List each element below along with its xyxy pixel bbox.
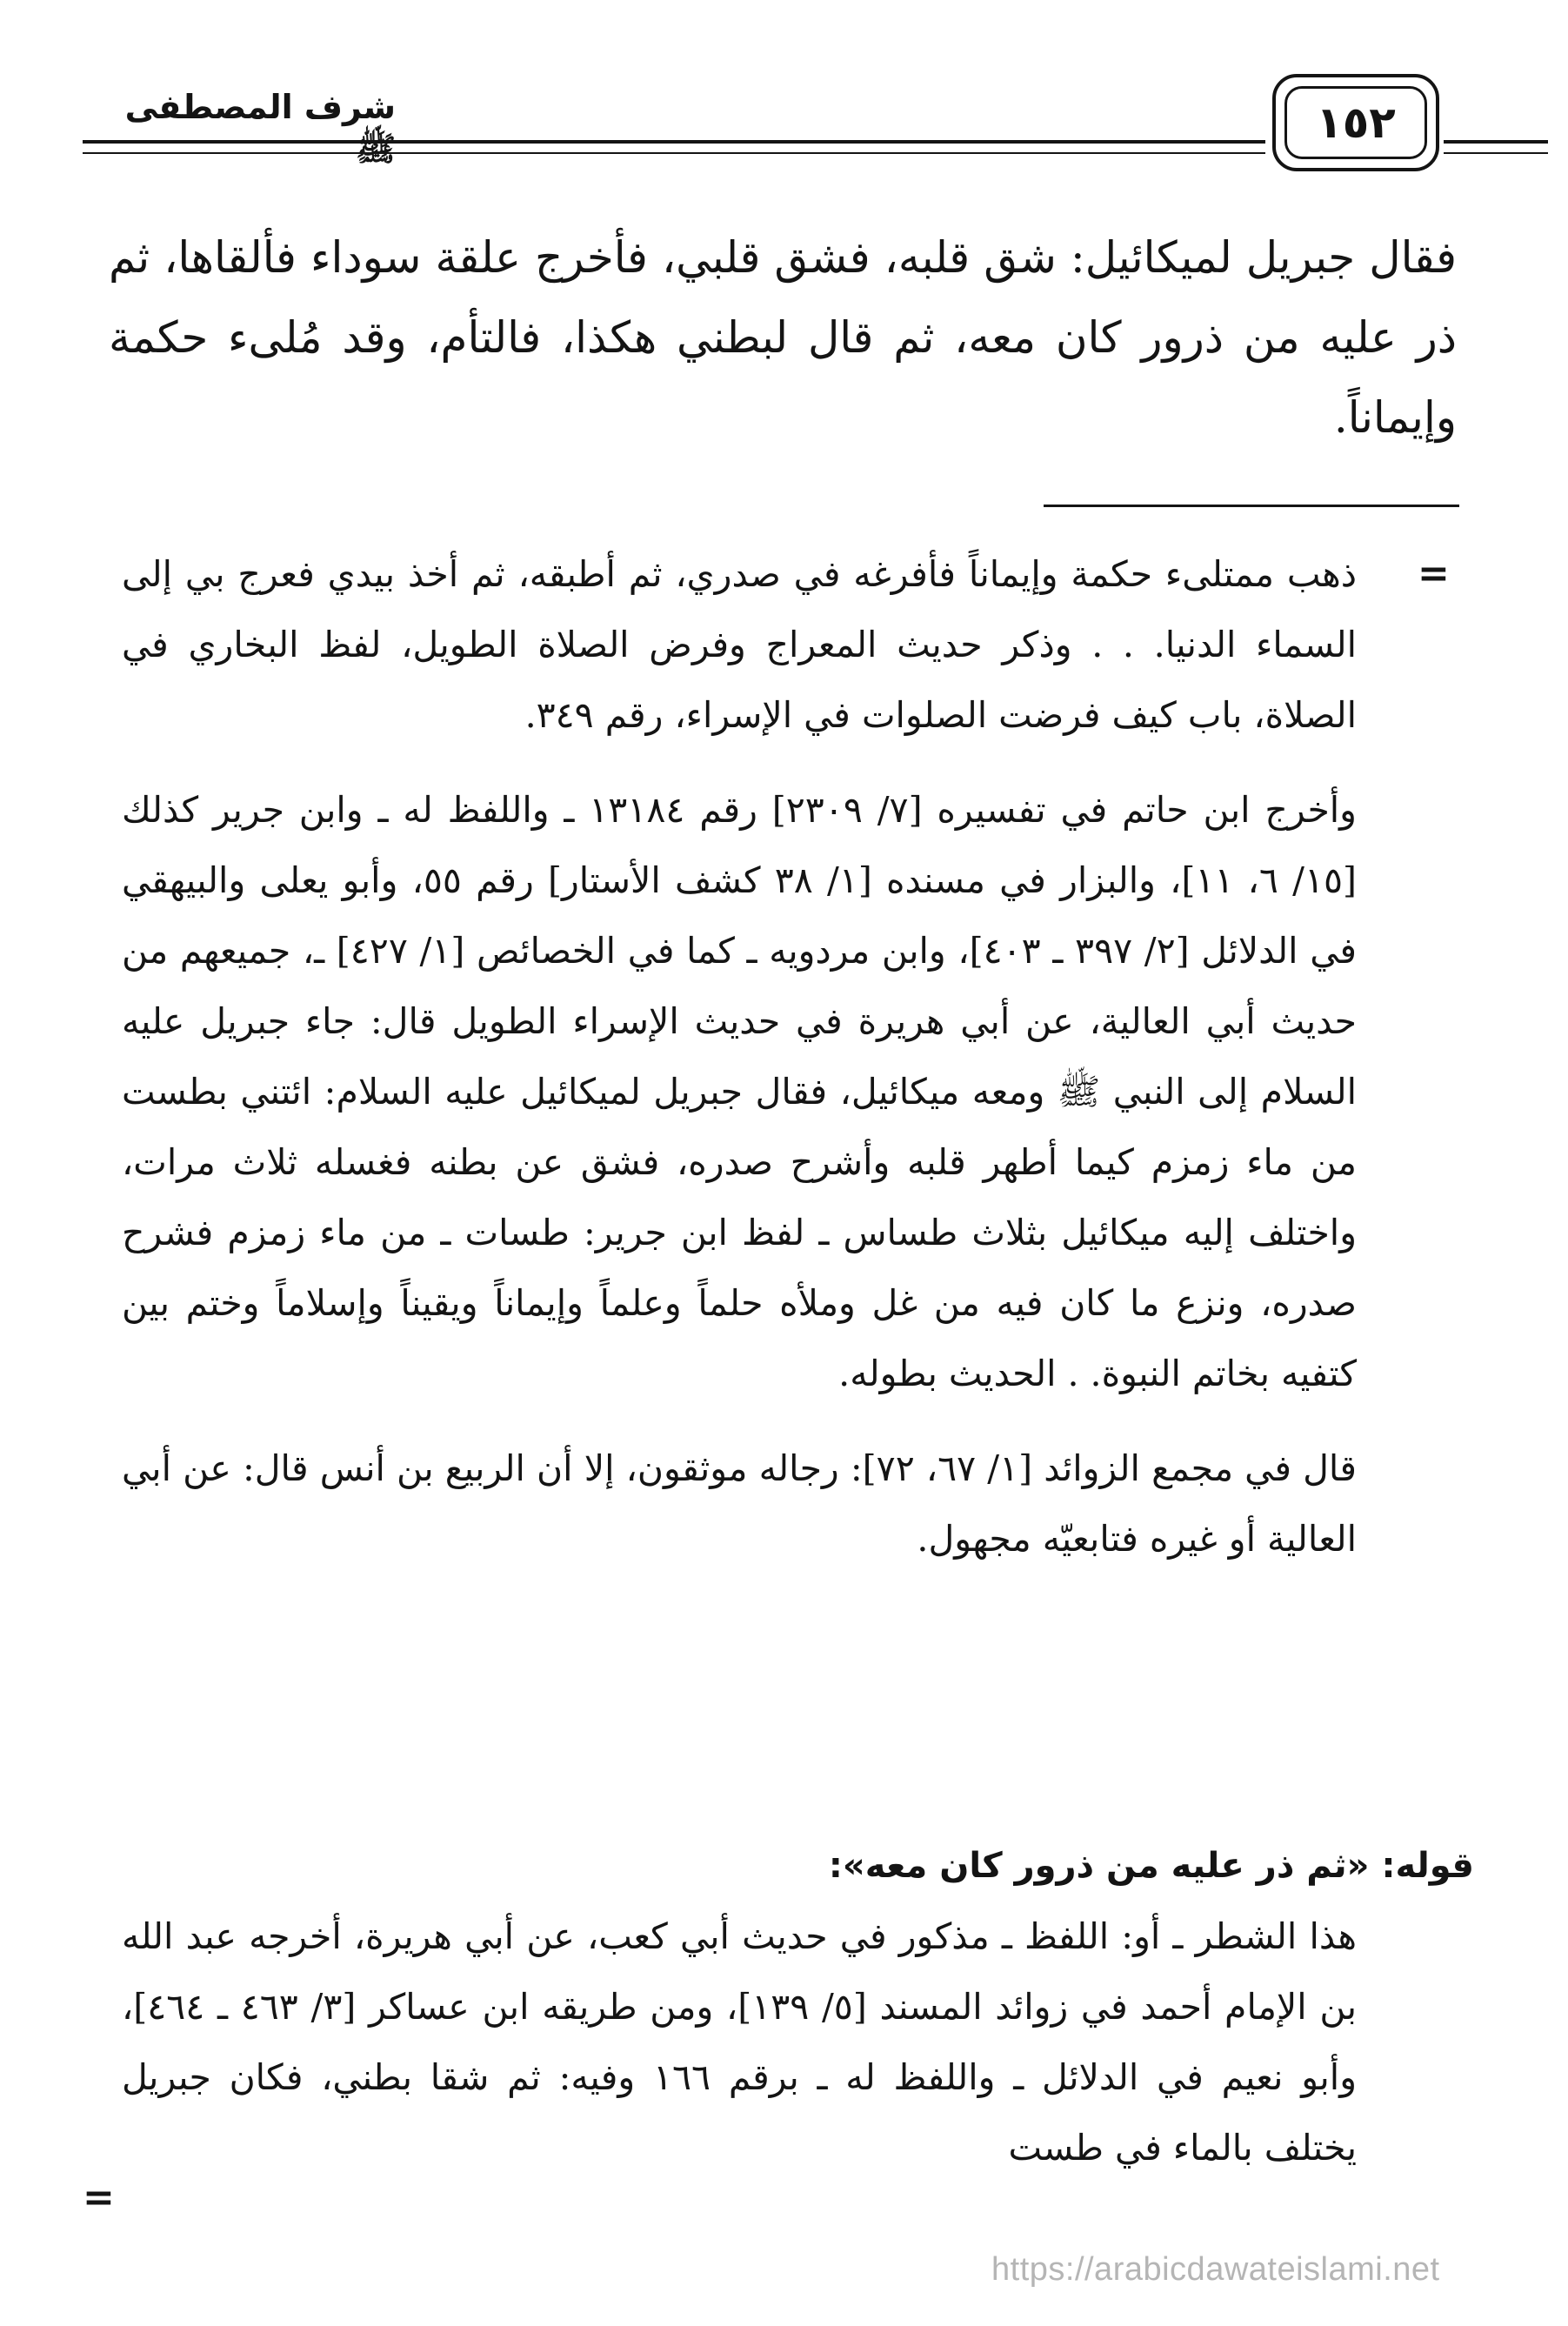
footnote-paragraph: وأخرج ابن حاتم في تفسيره [٧/ ٢٣٠٩] رقم ١٣١٨٤ ـ واللفظ له ـ وابن جرير كذلك [١٥/ ٦، ١١]، والبزار في مسنده [١/ ٣٨ كشف الأستار] رقم ٥٥، وأبو يعلى والبيهقي في الدلائل [٢/ ٣٩٧ ـ ٤٠٣]، وابن مردويه ـ كما في الخصائص [١/ ٤٢٧] ـ، جميعهم من حديث أبي العالية، عن أبي هريرة في حديث الإسراء الطويل قال: جاء جبريل عليه السلام إلى النبي ﷺ ومعه ميكائيل، فقال جبريل لميكائيل عليه السلام: ائتني بطست من ماء زمزم كيما أطهر قلبه وأشرح صدره، فشق عن بطنه فغسله ثلاث مرات، واختلف إليه ميكائيل بثلاث طساس ـ لفظ ابن جرير: طسات ـ من ماء زمزم فشرح صدره، ونزع ما كان فيه من غل وملأه حلماً وعلماً وإيماناً ويقيناً وإسلاماً وختم بين كتفيه بخاتم النبوة. . الحديث بطوله.: [122, 789, 1358, 1394]
watermark-url: https://arabicdawateislami.net: [991, 2251, 1440, 2288]
commentary-quote: «ثم ذر عليه من ذرور كان معه»:: [828, 1846, 1370, 1886]
page-number: ١٥٢: [1316, 97, 1396, 148]
page-number-frame: [1272, 74, 1439, 171]
main-paragraph: فقال جبريل لميكائيل: شق قلبه، فشق قلبي، فأخرج علقة سوداء فألقاها، ثم ذر عليه من ذرور كان معه، ثم قال لبطني هكذا، فالتأم، وقد مُلىء حكمة وإيماناً.: [109, 232, 1457, 443]
running-title: شرف المصطفى ﷺ: [124, 88, 396, 168]
page-header: [83, 74, 1465, 170]
commentary-heading: [122, 1831, 1474, 1902]
footnote-continued-mark: =: [1418, 551, 1450, 596]
footnote-separator: [1044, 505, 1459, 507]
page-number-inner-frame: [1284, 86, 1427, 159]
footnotes-block: [122, 539, 1357, 1574]
footnote-paragraph: ذهب ممتلىء حكمة وإيماناً فأفرغه في صدري، ثم أطبقه، ثم أخذ بيدي فعرج بي إلى السماء الدنيا. . . وذكر حديث المعراج وفرض الصلاة الطويل، لفظ البخاري في الصلاة، باب كيف فرضت الصلوات في الإسراء، رقم ٣٤٩.: [122, 553, 1357, 736]
footnote-continues-mark: =: [83, 2176, 115, 2220]
header-rule-thick: [83, 140, 1265, 144]
commentary-label: قوله:: [1381, 1846, 1474, 1886]
header-rule-right-thick: [1444, 140, 1548, 144]
header-rule-right-thin: [1444, 152, 1548, 154]
footnote-paragraph: قال في مجمع الزوائد [١/ ٦٧، ٧٢]: رجاله موثقون، إلا أن الربيع بن أنس قال: عن أبي العالية أو غيره فتابعيّه مجهول.: [122, 1447, 1357, 1560]
main-text-block: [109, 217, 1457, 458]
header-rule-thin: [83, 152, 1265, 154]
commentary-block: [122, 1831, 1474, 2183]
commentary-body: هذا الشطر ـ أو: اللفظ ـ مذكور في حديث أبي كعب، عن أبي هريرة، أخرجه عبد الله بن الإمام أحمد في زوائد المسند [٥/ ١٣٩]، ومن طريقه ابن عساكر [٣/ ٤٦٣ ـ ٤٦٤]، وأبو نعيم في الدلائل ـ واللفظ له ـ برقم ١٦٦ وفيه: ثم شقا بطني، فكان جبريل يختلف بالماء في طست: [122, 1915, 1358, 2169]
